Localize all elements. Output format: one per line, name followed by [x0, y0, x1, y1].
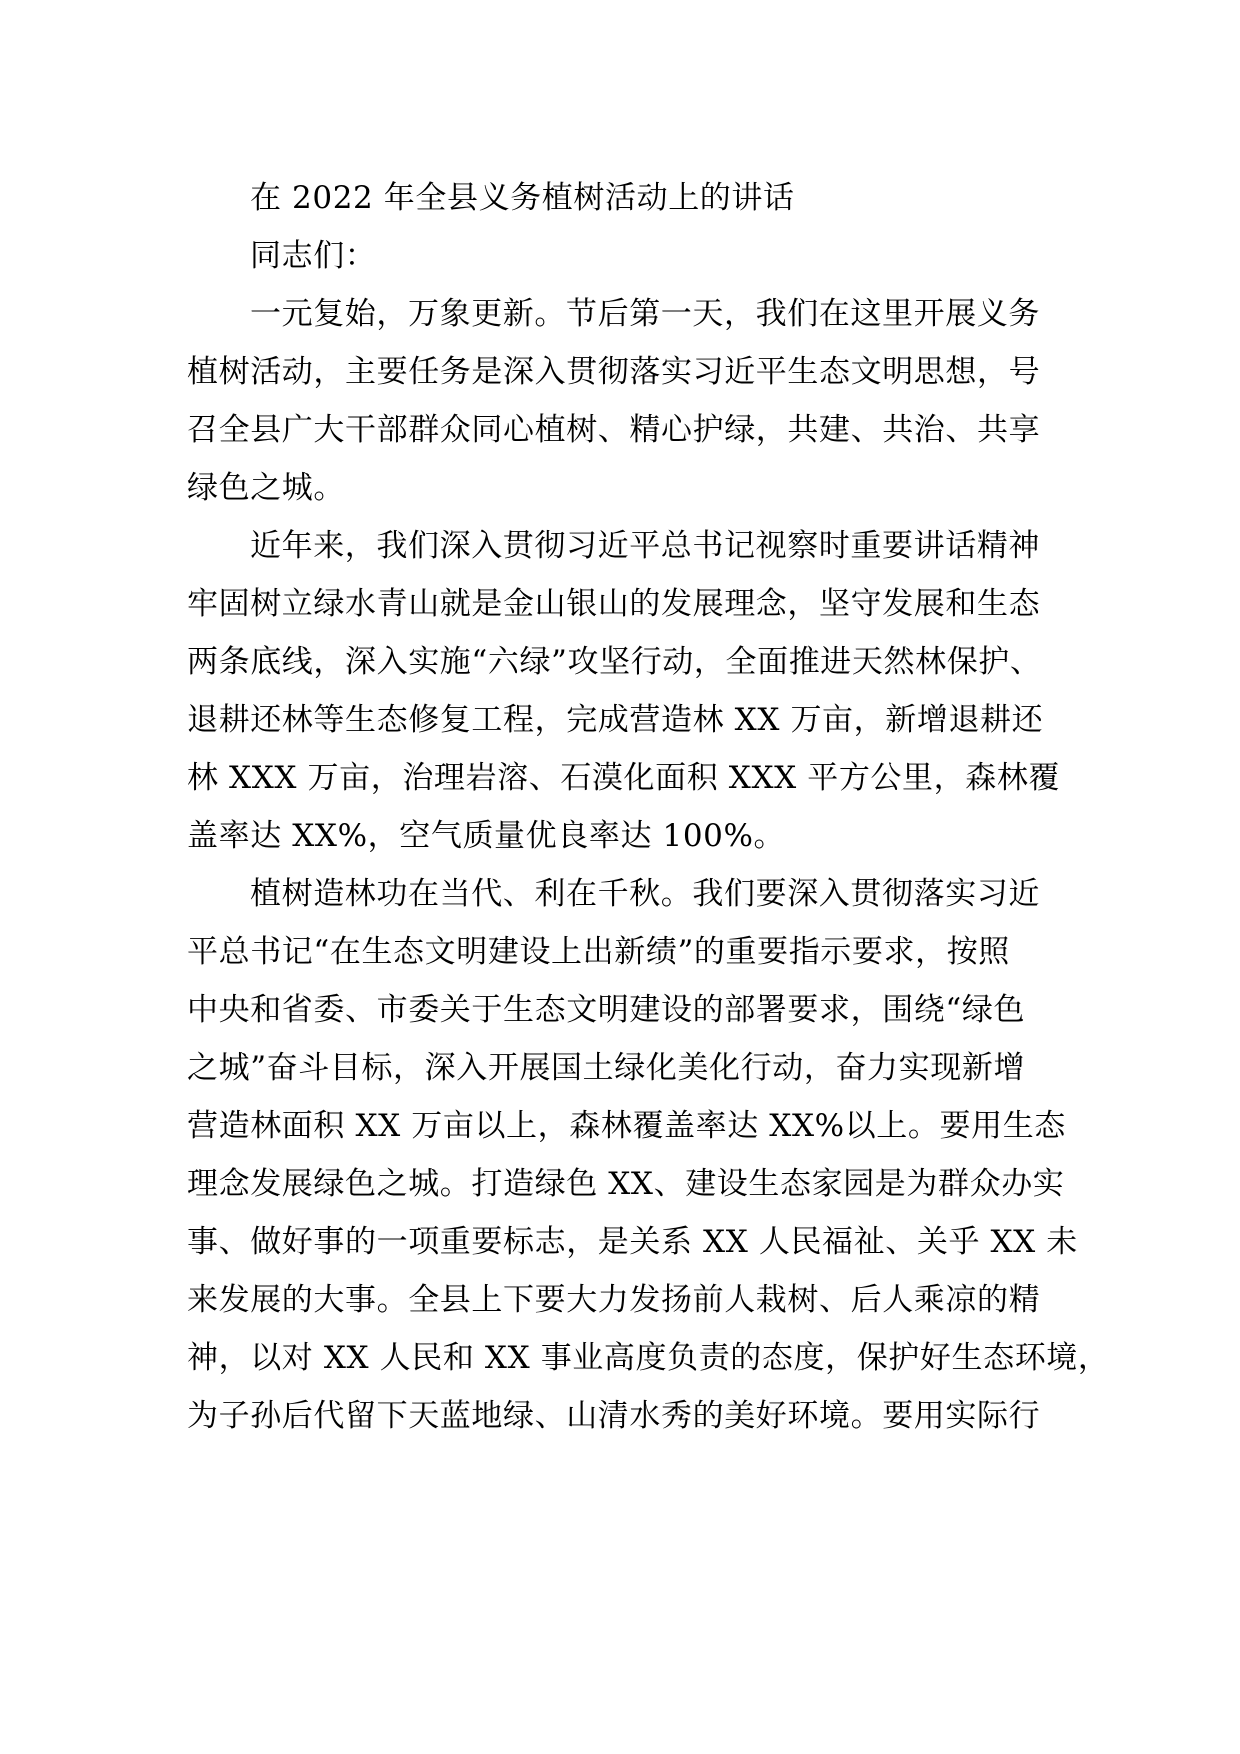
text-line: 近年来，我们深入贯彻习近平总书记视察时重要讲话精神	[250, 528, 1040, 564]
text-line: 之城”奋斗目标，深入开展国土绿化美化行动，奋力实现新增	[187, 1050, 1026, 1086]
text-line: 中央和省委、市委关于生态文明建设的部署要求，围绕“绿色	[187, 992, 1026, 1028]
text-line: 牢固树立绿水青山就是金山银山的发展理念，坚守发展和生态	[187, 586, 1041, 622]
text-line: 一元复始，万象更新。节后第一天，我们在这里开展义务	[250, 296, 1040, 332]
text-line: 理念发展绿色之城。打造绿色 XX、建设生态家园是为群众办实	[187, 1166, 1065, 1202]
text-line: 盖率达 XX%，空气质量优良率达 100%。	[187, 818, 786, 854]
text-line: 植树造林功在当代、利在千秋。我们要深入贯彻落实习近	[250, 876, 1040, 912]
text-line: 营造林面积 XX 万亩以上，森林覆盖率达 XX%以上。要用生态	[187, 1108, 1066, 1144]
text-line: 为子孙后代留下天蓝地绿、山清水秀的美好环境。要用实际行	[187, 1398, 1041, 1434]
text-line: 两条底线，深入实施“六绿”攻坚行动，全面推进天然林保护、	[187, 644, 1042, 680]
text-line: 神，以对 XX 人民和 XX 事业高度负责的态度，保护好生态环境，	[187, 1340, 1110, 1376]
text-line: 事、做好事的一项重要标志，是关系 XX 人民福祉、关乎 XX 未	[187, 1224, 1078, 1260]
text-line: 植树活动，主要任务是深入贯彻落实习近平生态文明思想，号	[187, 354, 1041, 390]
page-title: 在 2022 年全县义务植树活动上的讲话	[250, 180, 795, 216]
text-line: 平总书记“在生态文明建设上出新绩”的重要指示要求，按照	[187, 934, 1010, 970]
salutation: 同志们：	[250, 238, 377, 274]
text-line: 林 XXX 万亩，治理岩溶、石漠化面积 XXX 平方公里，森林覆	[187, 760, 1061, 796]
text-line: 来发展的大事。全县上下要大力发扬前人栽树、后人乘凉的精	[187, 1282, 1041, 1318]
text-line: 绿色之城。	[187, 470, 345, 506]
text-line: 退耕还林等生态修复工程，完成营造林 XX 万亩，新增退耕还	[187, 702, 1044, 738]
text-line: 召全县广大干部群众同心植树、精心护绿，共建、共治、共享	[187, 412, 1041, 448]
